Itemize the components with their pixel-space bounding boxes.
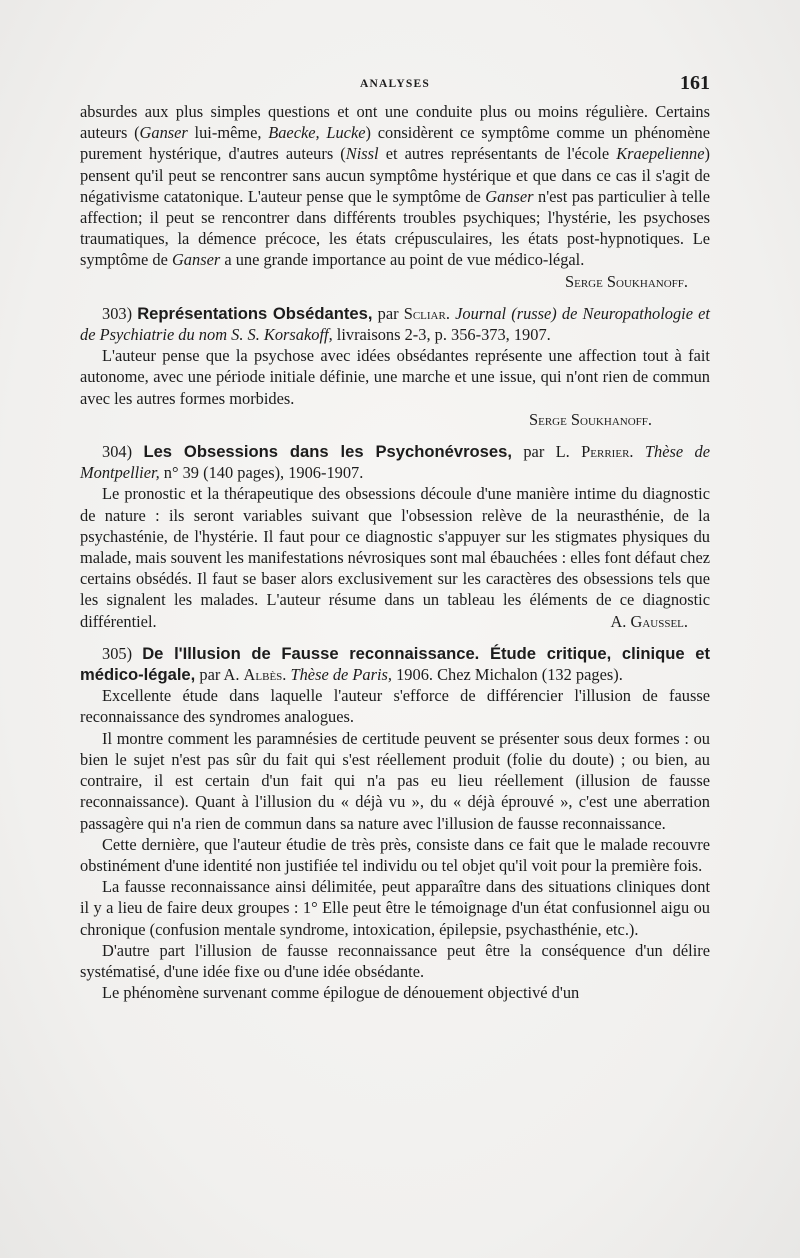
page-content [80,101,710,1003]
entry-303-heading: 303) Représentations Obsédantes, par Scliar. Journal (russe) de Neuropathologie et de Psychiatrie du nom S. S. Korsakoff, livraisons 2-3, p. 356-373, 1907. [80,303,710,345]
entry-305-paragraph-1: Excellente étude dans laquelle l'auteur s'efforce de différencier l'illusion de fausse reconnaissance des syndromes analogues. [80,686,710,727]
intro-signature: Serge Soukhanoff. [565,271,688,291]
entry-305-paragraph-6: Le phénomène survenant comme épilogue de dénouement objectivé d'un [102,983,580,1003]
entry-303-title: Représentations Obsédantes, [137,303,373,323]
entry-304 [80,441,710,632]
running-title: ANALYSES [360,78,430,90]
entry-303-signature: Serge Soukhanoff. [529,409,652,429]
entry-304-heading: 304) Les Obsessions dans les Psychonévroses, par L. Perrier. Thèse de Montpellier, n° 39 (140 pages), 1906-1907. [80,442,710,483]
entry-305-heading: 305) De l'Illusion de Fausse reconnaissance. Étude critique, clinique et médico-légale, par A. Albès. Thèse de Paris, 1906. Chez Michalon (132 pages). [80,643,710,685]
entry-305-paragraph-4: La fausse reconnaissance ainsi délimitée, peut apparaître dans des situations cliniques dont il y a lieu de faire deux groupes : 1° Elle peut être le témoignage d'un état confusionnel aigu ou chronique (confusion mentale syndrome, intoxication, épilepsie, psychasthénie, etc.). [80,877,710,939]
entry-303 [80,303,710,430]
entry-304-body: Le pronostic et la thérapeutique des obsessions découle d'une manière intime du diagnostic de nature : ils seront variables suivant que l'obsession relève de la neurasthénie, de la psychasténie, de l'hystérie. Il faut pour ce diagnostic s'appuyer sur les stigmates physiques du malade, mais souvent les manifestations névrosiques sont mal ébauchées : elles font défaut chez certains obsédés. Il faut se baser alors exclusivement sur les caractères des obsessions tels que les signalent les malades. L'auteur résume dans un tableau les éléments de ce diagnostic différentiel. A. Gaussel. [80,484,710,631]
entry-304-signature: A. Gaussel. [610,611,688,631]
entry-305-paragraph-2: Il montre comment les paramnésies de certitude peuvent se présenter sous deux formes : ou bien le sujet n'est pas sûr du fait qui s'est réellement produit (folie du doute) ; ou bien, au contraire, il est certain d'un fait qui n'a pas eu lieu réellement (illusion de fausse reconnaissance). Quant à l'illusion du « déjà vu », du « déjà éprouvé », c'est une aberration passagère qui n'a rien de commun dans sa nature avec l'illusion de fausse reconnaissance. [80,728,710,833]
entry-305-title: De l'Illusion de Fausse reconnaissance. Étude critique, clinique et médico-légale, [80,643,710,685]
intro-paragraph: absurdes aux plus simples questions et ont une conduite plus ou moins régulière. Certains auteurs (Ganser lui-même, Baecke, Lucke) considèrent ce symptôme comme un phénomène purement hystérique, d'autres auteurs (Nissl et autres représentants de l'école Kraepelienne) pensent qu'il peut se rencontrer sans aucun symptôme hystérique et que dans ce cas il s'agit de négativisme catatonique. L'auteur pense que le symptôme de Ganser n'est pas particulier à telle affection; il peut se rencontrer dans différents troubles psychiques; l'hystérie, les psychoses traumatiques, la démence précoce, les états crépusculaires, les états post-hypnotiques. Le symptôme de Ganser a une grande importance au point de vue médico-légal. Serge Soukhanoff. [80,102,711,291]
entry-305 [80,643,710,1003]
entry-305-paragraph-3: Cette dernière, que l'auteur étudie de très près, consiste dans ce fait que le malade recouvre obstinément d'une identité non justifiée tel individu ou tel objet qu'il voit pour la première fois. [80,834,710,875]
page-number: 161 [680,72,710,94]
page-header [80,72,710,96]
entry-305-paragraph-5: D'autre part l'illusion de fausse reconnaissance peut être la conséquence d'un délire systématisé, d'une idée fixe ou d'une idée obsédante. [80,940,710,981]
entry-304-title: Les Obsessions dans les Psychonévroses, [143,442,512,462]
entry-303-body: L'auteur pense que la psychose avec idées obsédantes représente une affection tout à fait autonome, avec une période initiale définie, une marche et une issue, qui n'ont rien de commun avec les autres formes morbides. [80,346,710,408]
